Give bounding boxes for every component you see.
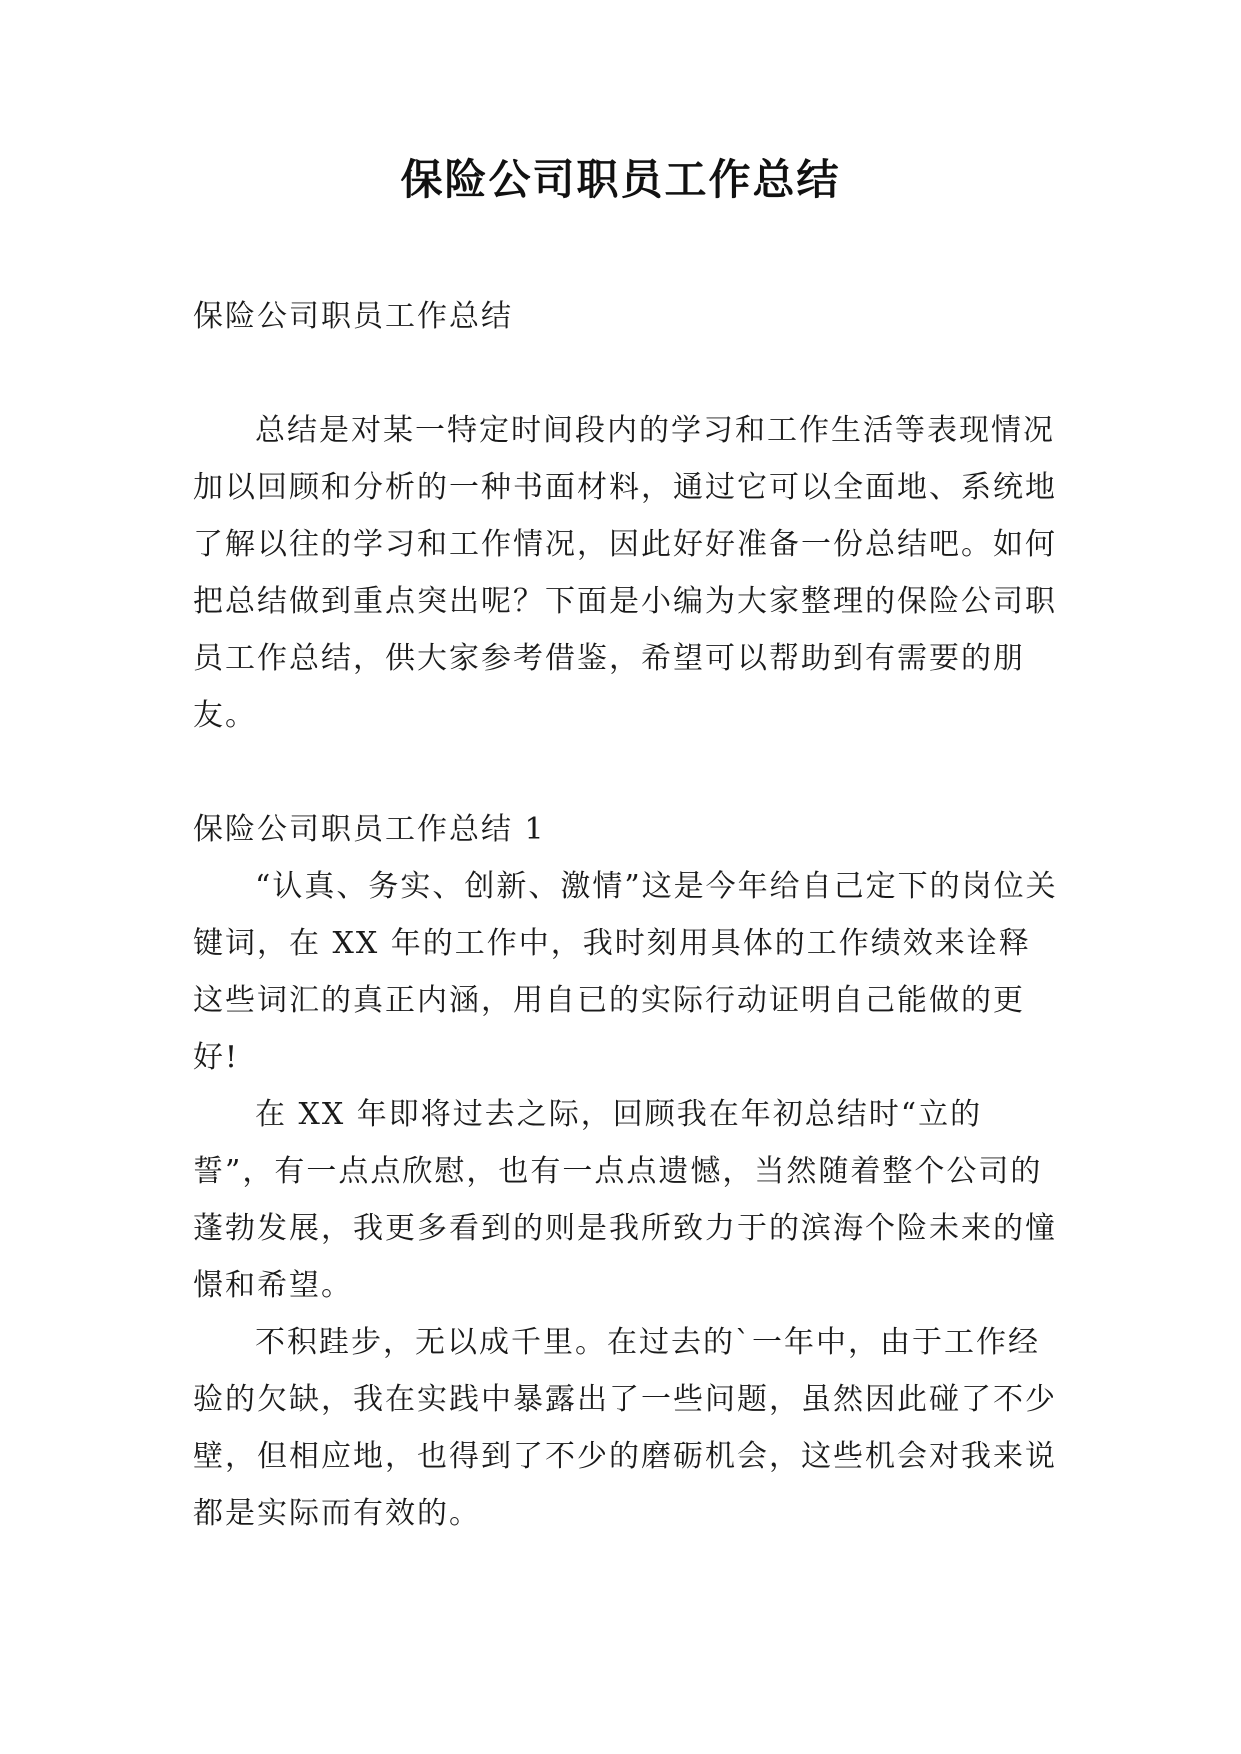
body-paragraph: “认真、务实、创新、激情”这是今年给自己定下的岗位关键词，在 XX 年的工作中，我时刻用具体的工作绩效来诠释这些词汇的真正内涵，用自已的实际行动证明自己能做的更好! [193,869,1058,1075]
document-body [193,288,1059,1542]
document-subtitle: 保险公司职员工作总结 [193,299,513,334]
intro-paragraph: 总结是对某一特定时间段内的学习和工作生活等表现情况加以回顾和分析的一种书面材料，通过它可以全面地、系统地了解以往的学习和工作情况，因此好好准备一份总结吧。如何把总结做到重点突出呢？下面是小编为大家整理的保险公司职员工作总结，供大家参考借鉴，希望可以帮助到有需要的朋友。 [193,413,1057,733]
body-paragraph: 不积跬步，无以成千里。在过去的`一年中，由于工作经验的欠缺，我在实践中暴露出了一些问题，虽然因此碰了不少壁，但相应地，也得到了不少的磨砺机会，这些机会对我来说都是实际而有效的。 [193,1325,1057,1531]
spacer [193,744,1059,801]
spacer [193,345,1059,402]
section-heading: 保险公司职员工作总结 1 [193,812,546,847]
document-title: 保险公司职员工作总结 [400,155,841,204]
body-paragraph: 在 XX 年即将过去之际，回顾我在年初总结时“立的誓”，有一点点欣慰，也有一点点遗憾，当然随着整个公司的蓬勃发展，我更多看到的则是我所致力于的滨海个险未来的憧憬和希望。 [193,1097,1057,1303]
